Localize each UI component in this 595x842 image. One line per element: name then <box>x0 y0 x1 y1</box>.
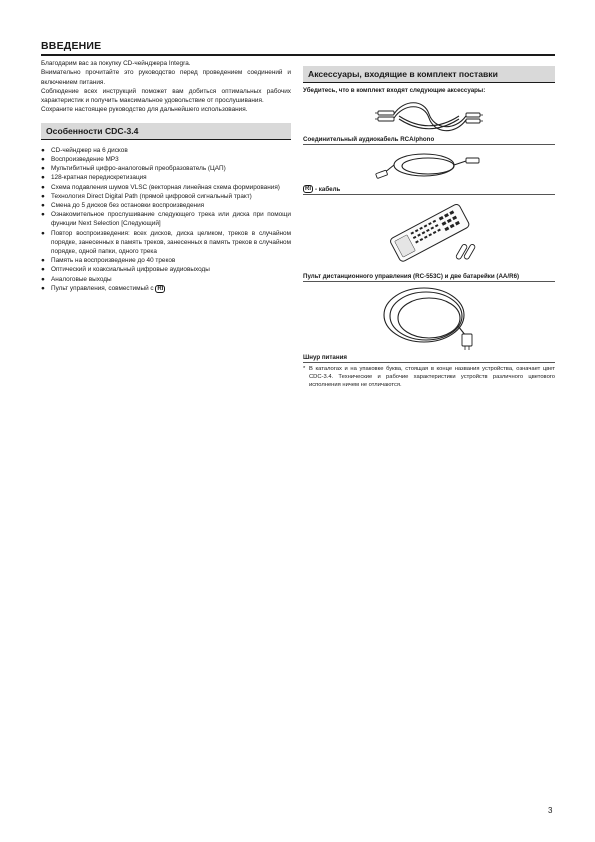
accessories-intro: Убедитесь, что в комплект входят следующие аксессуары: <box>303 87 486 94</box>
divider <box>303 194 555 195</box>
feature-item: ● Схема подавления шумов VLSC (векторная линейная схема формирования) <box>41 183 280 191</box>
divider <box>303 362 555 363</box>
bullet-icon: ● <box>41 257 45 265</box>
bullet-icon: ● <box>41 229 45 237</box>
bullet-icon: ● <box>41 284 45 292</box>
power-cord-caption: Шнур питания <box>303 354 347 361</box>
ri-logo-icon: RI <box>305 186 311 192</box>
feature-item: ● Аналоговые выходы <box>41 275 112 283</box>
remote-control-caption: Пульт дистанционного управления (RC-553C) и две батарейки (AA/R6) <box>303 273 520 280</box>
ri-cable-caption-row <box>303 185 555 193</box>
feature-item: ● 128-кратная передискретизация <box>41 174 147 182</box>
feature-item: ● CD-чейнджер на 6 дисков <box>41 146 128 154</box>
bullet-icon: ● <box>41 165 45 173</box>
feature-item: ● Пульт управления, совместимый с RI <box>41 284 164 292</box>
intro-paragraph-2: Внимательно прочитайте это руководство перед проведением соединений и включением питания. <box>41 69 291 86</box>
ri-cable-illustration <box>374 147 484 185</box>
left-column <box>41 59 291 293</box>
features-heading: Особенности CDC-3.4 <box>41 123 291 140</box>
ri-logo-icon: RI <box>157 285 164 292</box>
right-column <box>303 66 555 390</box>
feature-item: ● Оптический и коаксиальный цифровые аудиовыходы <box>41 266 210 274</box>
bullet-icon: ● <box>41 211 45 219</box>
ri-cable-caption: - кабель <box>315 185 341 193</box>
bullet-icon: ● <box>41 183 45 191</box>
power-cord-illustration <box>374 284 484 354</box>
bullet-icon: ● <box>41 266 45 274</box>
feature-item: ● Смена до 5 дисков без остановки воспроизведения <box>41 202 205 209</box>
bullet-icon: ● <box>41 155 45 163</box>
page-number: 3 <box>548 806 553 815</box>
intro-paragraph-3: Соблюдение всех инструкций поможет вам добиться оптимальных рабочих характеристик и получить максимальное удовольствие от прослушивания. <box>41 87 291 105</box>
feature-item: ● Мультибитный цифро-аналоговый преобразователь (ЦАП) <box>41 165 226 173</box>
footnote <box>303 365 555 390</box>
bullet-icon: ● <box>41 146 45 154</box>
rca-cable-caption: Соединительный аудиокабель RCA/phono <box>303 136 435 143</box>
footnote-star: * <box>303 366 306 372</box>
footnote-text: В каталогах и на упаковке буква, стоящая в конце названия устройства, означает цвет CDC-3.4. Технические и рабочие характеристики устройств различного цветового исполнения ничем не отличаются. <box>309 366 555 389</box>
feature-item: ● Технология Direct Digital Path (прямой цифровой сигнальный тракт) <box>41 192 252 200</box>
feature-item: ● Память на воспроизведение до 40 треков <box>41 257 176 265</box>
feature-item: ● Повтор воспроизведения: всех дисков, диска целиком, треков в случайном порядке, занесенных в память треков, занесенных в память треков в случайном порядке, одной папки, одного трека <box>41 229 291 256</box>
feature-item: ● Воспроизведение MP3 <box>41 155 119 163</box>
divider <box>303 281 555 282</box>
bullet-icon: ● <box>41 275 45 283</box>
remote-control-illustration <box>374 197 484 273</box>
intro-paragraph-4: Сохраните настоящее руководство для дальнейшего использования. <box>41 106 248 114</box>
page-title: ВВЕДЕНИЕ <box>41 40 555 56</box>
intro-paragraph-1: Благодарим вас за покупку CD-чейнджера Integra. <box>41 60 191 67</box>
feature-item: ● Ознакомительное прослушивание следующего трека или диска при помощи функции Next Selection [Следующий] <box>41 211 291 228</box>
bullet-icon: ● <box>41 174 45 182</box>
features-list <box>41 146 291 293</box>
bullet-icon: ● <box>41 202 45 209</box>
divider <box>303 144 555 145</box>
rca-cable-illustration <box>374 94 484 136</box>
bullet-icon: ● <box>41 192 45 200</box>
accessories-heading: Аксессуары, входящие в комплект поставки <box>303 66 555 83</box>
